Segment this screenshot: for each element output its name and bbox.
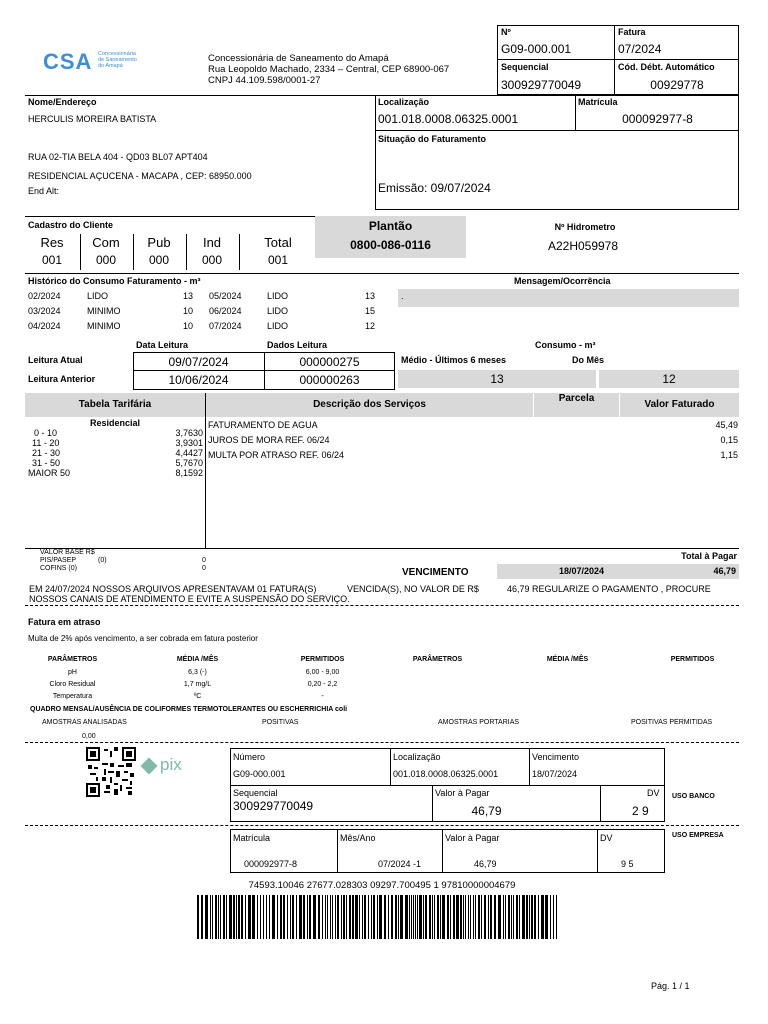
barcode-bar bbox=[384, 895, 386, 939]
vencimento-box bbox=[497, 564, 739, 579]
customer-address-1: RUA 02-TIA BELA 404 - QD03 BL07 APT404 bbox=[28, 152, 208, 162]
historico-row: 04/2024 MINIMO 10 07/2024 LIDO 12 bbox=[28, 321, 375, 331]
barcode-bar bbox=[550, 895, 551, 939]
pix-icon bbox=[138, 755, 160, 777]
empresa-valor: 46,79 bbox=[474, 859, 497, 869]
barcode-bar bbox=[456, 895, 459, 939]
plantao-box bbox=[315, 216, 466, 258]
historico-table bbox=[28, 291, 388, 336]
pix-logo bbox=[138, 755, 194, 777]
consumo-medio: 13 bbox=[490, 372, 504, 386]
atraso-multa: Multa de 2% após vencimento, a ser cobrada em fatura posterior bbox=[28, 634, 258, 643]
barcode-bar bbox=[453, 895, 455, 939]
barcode-bar bbox=[210, 895, 211, 939]
hidrometro-value: A22H059978 bbox=[547, 239, 619, 253]
barcode-bar bbox=[531, 895, 533, 939]
banco-numero: G09-000.001 bbox=[233, 769, 286, 779]
barcode-bar bbox=[425, 895, 427, 939]
barcode-bar bbox=[411, 895, 412, 939]
aviso-text: EM 24/07/2024 NOSSOS ARQUIVOS APRESENTAVAM 01 FATURA(S) VENCIDA(S), NO VALOR DE R$ 46,79 REGULARIZE O PAGAMENTO , PROCURE NOSSOS CANAIS DE ATENDIMENTO E EVITE A SUSPENSÃO DO SERVIÇO. bbox=[29, 584, 711, 604]
emissao: Emissão: 09/07/2024 bbox=[378, 181, 491, 195]
barcode-bar bbox=[437, 895, 439, 939]
barcode-bar bbox=[490, 895, 492, 939]
barcode-bar bbox=[303, 895, 305, 939]
barcode-bar bbox=[373, 895, 375, 939]
barcode-bar bbox=[325, 895, 326, 939]
barcode-bar bbox=[503, 895, 504, 939]
barcode-bar bbox=[450, 895, 451, 939]
banco-seq-label: Sequencial bbox=[233, 788, 278, 798]
plantao-label: Plantão bbox=[368, 219, 413, 233]
barcode-bar bbox=[248, 895, 251, 939]
barcode-bar bbox=[463, 895, 464, 939]
loc-label: Localização bbox=[378, 97, 430, 107]
barcode-bar bbox=[362, 895, 363, 939]
barcode-bar bbox=[257, 895, 258, 939]
cadastro-total-h: Total bbox=[264, 235, 292, 250]
mat-label: Matrícula bbox=[578, 97, 618, 107]
tarifa-row: 21 - 30 4,4427 bbox=[32, 448, 203, 458]
barcode-bar bbox=[505, 895, 506, 939]
barcode-bar bbox=[266, 895, 267, 939]
barcode-bar bbox=[473, 895, 474, 939]
banco-seq: 300929770049 bbox=[233, 799, 314, 813]
coliformes-title: QUADRO MENSAL/AUSÊNCIA DE COLIFORMES TERMOTOLERANTES OU ESCHERRICHIA coli bbox=[30, 706, 348, 713]
historico-row: 03/2024 MINIMO 10 06/2024 LIDO 15 bbox=[28, 306, 375, 316]
empresa-mat: 000092977-8 bbox=[244, 859, 298, 869]
barcode-bar bbox=[395, 895, 397, 939]
cadastro-pub-h: Pub bbox=[147, 235, 171, 250]
qualidade-table bbox=[0, 669, 768, 705]
data-leitura-label: Data Leitura bbox=[136, 340, 189, 350]
consumo-mes-box bbox=[599, 370, 739, 388]
cod-value: 00929778 bbox=[650, 78, 704, 92]
end-alt: End Alt: bbox=[28, 186, 60, 196]
barcode-bar bbox=[349, 895, 351, 939]
barcode-bar bbox=[322, 895, 323, 939]
barcode-bar bbox=[215, 895, 217, 939]
banco-loc: 001.018.0008.06325.0001 bbox=[393, 769, 499, 779]
barcode-bar bbox=[332, 895, 333, 939]
cadastro-pub-v: 000 bbox=[148, 253, 170, 267]
barcode-bar bbox=[197, 895, 199, 939]
barcode-digits: 74593.10046 27677.028303 09297.700495 1 97810000004679 bbox=[248, 880, 516, 891]
residencial-label: Residencial bbox=[90, 418, 141, 428]
tarifa-table bbox=[28, 428, 203, 478]
historico-label: Histórico do Consumo Faturamento - m³ bbox=[28, 276, 201, 286]
company-cnpj: CNPJ 44.109.598/0001-27 bbox=[208, 75, 321, 86]
barcode-bar bbox=[423, 895, 424, 939]
barcode-bar bbox=[238, 895, 240, 939]
consumo-medio-box bbox=[398, 370, 596, 388]
barcode-bar bbox=[307, 895, 308, 939]
barcode-bar bbox=[440, 895, 441, 939]
empresa-mat-label: Matrícula bbox=[233, 833, 271, 843]
barcode-bar bbox=[529, 895, 530, 939]
servico-row: MULTA POR ATRASO REF. 06/24 1,15 bbox=[208, 450, 738, 460]
barcode-bar bbox=[415, 895, 416, 939]
barcode-bar bbox=[260, 895, 261, 939]
leitura-anterior-label: Leitura Anterior bbox=[28, 374, 96, 384]
barcode-bar bbox=[346, 895, 347, 939]
barcode-bar bbox=[327, 895, 328, 939]
barcode-bar bbox=[432, 895, 433, 939]
fatura-value: 07/2024 bbox=[618, 42, 662, 56]
customer-address-2: RESIDENCIAL AÇUCENA - MACAPA , CEP: 68950.000 bbox=[28, 171, 252, 181]
seq-value: 300929770049 bbox=[501, 78, 582, 92]
barcode-bar bbox=[359, 895, 360, 939]
vencimento-date: 18/07/2024 bbox=[559, 566, 605, 576]
empresa-mes: 07/2024 -1 bbox=[378, 859, 422, 869]
cadastro-label: Cadastro do Cliente bbox=[28, 220, 114, 230]
barcode-bar bbox=[541, 895, 544, 939]
barcode-bar bbox=[379, 895, 382, 939]
barcode-bar bbox=[413, 895, 414, 939]
barcode-bar bbox=[494, 895, 496, 939]
hidrometro-label: Nº Hidrometro bbox=[554, 222, 616, 232]
barcode-bar bbox=[553, 895, 554, 939]
barcode-bar bbox=[229, 895, 232, 939]
cadastro-total-v: 001 bbox=[267, 253, 289, 267]
vencimento-label: VENCIMENTO bbox=[402, 567, 469, 578]
barcode-bar bbox=[212, 895, 213, 939]
cofins-val: 0 bbox=[202, 565, 206, 572]
barcode-bar bbox=[417, 895, 418, 939]
barcode-bar bbox=[318, 895, 320, 939]
barcode-bar bbox=[434, 895, 435, 939]
barcode-bar bbox=[388, 895, 389, 939]
barcode-bar bbox=[405, 895, 408, 939]
barcode-bar bbox=[280, 895, 282, 939]
barcode-bar bbox=[478, 895, 480, 939]
barcode-bar bbox=[296, 895, 297, 939]
name-label: Nome/Endereço bbox=[28, 97, 97, 107]
cofins-label: COFINS (0) bbox=[40, 565, 77, 572]
barcode-bar bbox=[205, 895, 208, 939]
barcode-bar bbox=[309, 895, 311, 939]
pix-label: pix bbox=[160, 755, 182, 774]
desc-label: Descrição dos Serviços bbox=[313, 399, 426, 410]
barcode-bar bbox=[277, 895, 278, 939]
barcode-bar bbox=[556, 895, 557, 939]
cadastro-ind-v: 000 bbox=[201, 253, 223, 267]
barcode-bar bbox=[355, 895, 358, 939]
cadastro-com-h: Com bbox=[92, 235, 120, 250]
customer-name: HERCULIS MOREIRA BATISTA bbox=[28, 114, 157, 124]
logo-text: CSA bbox=[43, 49, 93, 74]
barcode-bar bbox=[241, 895, 243, 939]
plantao-phone: 0800-086-0116 bbox=[350, 238, 431, 252]
barcode-bar bbox=[475, 895, 476, 939]
banco-valor-label: Valor à Pagar bbox=[435, 788, 490, 798]
barcode-bar bbox=[223, 895, 225, 939]
pis-val: 0 bbox=[202, 557, 206, 564]
barcode-bar bbox=[226, 895, 227, 939]
barcode-bar bbox=[283, 895, 285, 939]
barcode-bar bbox=[335, 895, 336, 939]
barcode-bar bbox=[269, 895, 270, 939]
barcode-bar bbox=[287, 895, 288, 939]
consumo-medio-label: Médio - Últimos 6 meses bbox=[401, 355, 507, 365]
qualidade-row: Cloro Residual 1,7 mg/L 0,20 - 2,2 bbox=[49, 681, 338, 688]
barcode-bar bbox=[292, 895, 294, 939]
leitura-anterior-valor: 000000263 bbox=[299, 373, 360, 387]
leitura-atual-valor: 000000275 bbox=[299, 355, 360, 369]
barcode-bar bbox=[245, 895, 246, 939]
barcode-bar bbox=[400, 895, 403, 939]
barcode-bar bbox=[534, 895, 536, 939]
barcode-bar bbox=[352, 895, 354, 939]
valor-label: Valor Faturado bbox=[644, 399, 715, 410]
barcode-bar bbox=[468, 895, 469, 939]
leitura-atual-label: Leitura Atual bbox=[28, 355, 83, 365]
tarifa-row: 0 - 10 3,7630 bbox=[34, 428, 203, 438]
barcode bbox=[197, 895, 561, 939]
barcode-bar bbox=[290, 895, 291, 939]
barcode-bar bbox=[377, 895, 378, 939]
leitura-atual-data: 09/07/2024 bbox=[168, 355, 229, 369]
banco-valor: 46,79 bbox=[471, 804, 502, 818]
pis-pct: (0) bbox=[98, 557, 107, 564]
barcode-bar bbox=[465, 895, 466, 939]
dados-leitura-label: Dados Leitura bbox=[267, 340, 328, 350]
barcode-bar bbox=[364, 895, 366, 939]
no-label: Nº bbox=[501, 27, 511, 37]
barcode-bar bbox=[341, 895, 342, 939]
barcode-bar bbox=[398, 895, 399, 939]
barcode-bar bbox=[519, 895, 520, 939]
mensagem-label: Mensagem/Ocorrência bbox=[514, 276, 611, 286]
servico-row: FATURAMENTO DE AGUA 45,49 bbox=[208, 420, 738, 430]
banco-venc-label: Vencimento bbox=[532, 752, 580, 762]
cadastro-res-h: Res bbox=[40, 235, 64, 250]
consumo-mes: 12 bbox=[662, 372, 676, 386]
barcode-bar bbox=[470, 895, 471, 939]
sit-label: Situação do Faturamento bbox=[378, 134, 487, 144]
barcode-bar bbox=[513, 895, 514, 939]
barcode-bar bbox=[526, 895, 528, 939]
barcode-bar bbox=[233, 895, 235, 939]
cadastro-com-v: 000 bbox=[95, 253, 117, 267]
consumo-label: Consumo - m³ bbox=[535, 340, 596, 350]
barcode-bar bbox=[368, 895, 369, 939]
barcode-bar bbox=[330, 895, 331, 939]
empresa-valor-label: Valor à Pagar bbox=[445, 833, 500, 843]
consumo-mes-label: Do Mês bbox=[572, 355, 605, 365]
banco-loc-label: Localização bbox=[393, 752, 441, 762]
barcode-bar bbox=[516, 895, 518, 939]
tarifa-row: MAIOR 50 8,1592 bbox=[28, 468, 203, 478]
banco-numero-label: Número bbox=[233, 752, 266, 762]
barcode-bar bbox=[299, 895, 302, 939]
barcode-bar bbox=[508, 895, 510, 939]
leitura-anterior-data: 10/06/2024 bbox=[168, 373, 229, 387]
barcode-bar bbox=[263, 895, 264, 939]
barcode-bar bbox=[522, 895, 525, 939]
cod-label: Cód. Débt. Automático bbox=[618, 62, 715, 72]
barcode-bar bbox=[447, 895, 449, 939]
barcode-bar bbox=[371, 895, 372, 939]
barcode-bar bbox=[201, 895, 203, 939]
empresa-dv: 9 5 bbox=[621, 859, 634, 869]
logo-sub-3: do Amapá bbox=[98, 63, 123, 69]
barcode-bar bbox=[220, 895, 221, 939]
barcode-bar bbox=[498, 895, 501, 939]
barcode-bar bbox=[343, 895, 345, 939]
company-address: Rua Leopoldo Machado, 2334 – Central, CEP 68900-067 bbox=[208, 64, 450, 75]
empresa-mes-label: Mês/Ano bbox=[340, 833, 376, 843]
no-value: G09-000.001 bbox=[501, 42, 572, 56]
barcode-bar bbox=[236, 895, 237, 939]
barcode-bar bbox=[391, 895, 393, 939]
banco-dv-label: DV bbox=[647, 788, 660, 798]
servicos-items bbox=[208, 420, 738, 465]
logo-sub-2: de Saneamento bbox=[98, 57, 137, 63]
amostras-valor: 0,00 bbox=[82, 733, 96, 740]
loc-value: 001.018.0008.06325.0001 bbox=[378, 112, 519, 126]
historico-row: 02/2024 LIDO 13 05/2024 LIDO 13 bbox=[28, 291, 375, 301]
qualidade-row: pH 6,3 (-) 6,00 - 9,00 bbox=[68, 669, 340, 676]
barcode-bar bbox=[484, 895, 486, 939]
barcode-bar bbox=[409, 895, 410, 939]
mensagem-value: . bbox=[401, 291, 404, 301]
fatura-label: Fatura bbox=[618, 27, 646, 37]
mat-value: 000092977-8 bbox=[622, 112, 693, 126]
total-valor: 46,79 bbox=[713, 566, 736, 576]
barcode-bar bbox=[538, 895, 539, 939]
barcode-bar bbox=[218, 895, 219, 939]
uso-banco: USO BANCO bbox=[672, 793, 715, 800]
barcode-bar bbox=[252, 895, 255, 939]
tarifa-row: 11 - 20 3,9301 bbox=[32, 438, 203, 448]
cadastro-ind-h: Ind bbox=[202, 235, 222, 250]
banco-dv: 2 9 bbox=[632, 804, 649, 818]
barcode-bar bbox=[545, 895, 548, 939]
pis-label: PIS/PASEP bbox=[40, 557, 77, 564]
barcode-bar bbox=[460, 895, 462, 939]
page-number: Pág. 1 / 1 bbox=[651, 981, 690, 991]
seq-label: Sequencial bbox=[501, 62, 549, 72]
parcela-label: Parcela bbox=[558, 393, 595, 404]
tarifa-row: 31 - 50 5,7670 bbox=[32, 458, 203, 468]
empresa-dv-label: DV bbox=[600, 833, 613, 843]
total-label: Total à Pagar bbox=[681, 551, 737, 561]
barcode-bar bbox=[272, 895, 275, 939]
servico-row: JUROS DE MORA REF. 06/24 0,15 bbox=[208, 435, 738, 445]
barcode-bar bbox=[442, 895, 445, 939]
company-name: Concessionária de Saneamento do Amapá bbox=[208, 53, 389, 64]
uso-empresa: USO EMPRESA bbox=[672, 832, 724, 839]
logo-sub-1: Concessionária bbox=[98, 51, 136, 57]
cadastro-res-v: 001 bbox=[41, 253, 63, 267]
atraso-label: Fatura em atraso bbox=[28, 617, 101, 627]
mensagem-box bbox=[398, 289, 739, 307]
barcode-bar bbox=[481, 895, 482, 939]
valor-base-label: VALOR BASE R$ bbox=[40, 549, 95, 556]
barcode-bar bbox=[419, 895, 422, 939]
barcode-bar bbox=[488, 895, 489, 939]
barcode-bar bbox=[511, 895, 512, 939]
tabela-label: Tabela Tarifária bbox=[78, 399, 152, 410]
qualidade-row: Temperatura ºC - bbox=[52, 693, 324, 700]
banco-venc: 18/07/2024 bbox=[532, 769, 578, 779]
barcode-bar bbox=[429, 895, 431, 939]
csa-logo bbox=[43, 49, 143, 75]
barcode-bar bbox=[337, 895, 339, 939]
barcode-bar bbox=[313, 895, 316, 939]
pix-qr-code bbox=[86, 747, 136, 797]
